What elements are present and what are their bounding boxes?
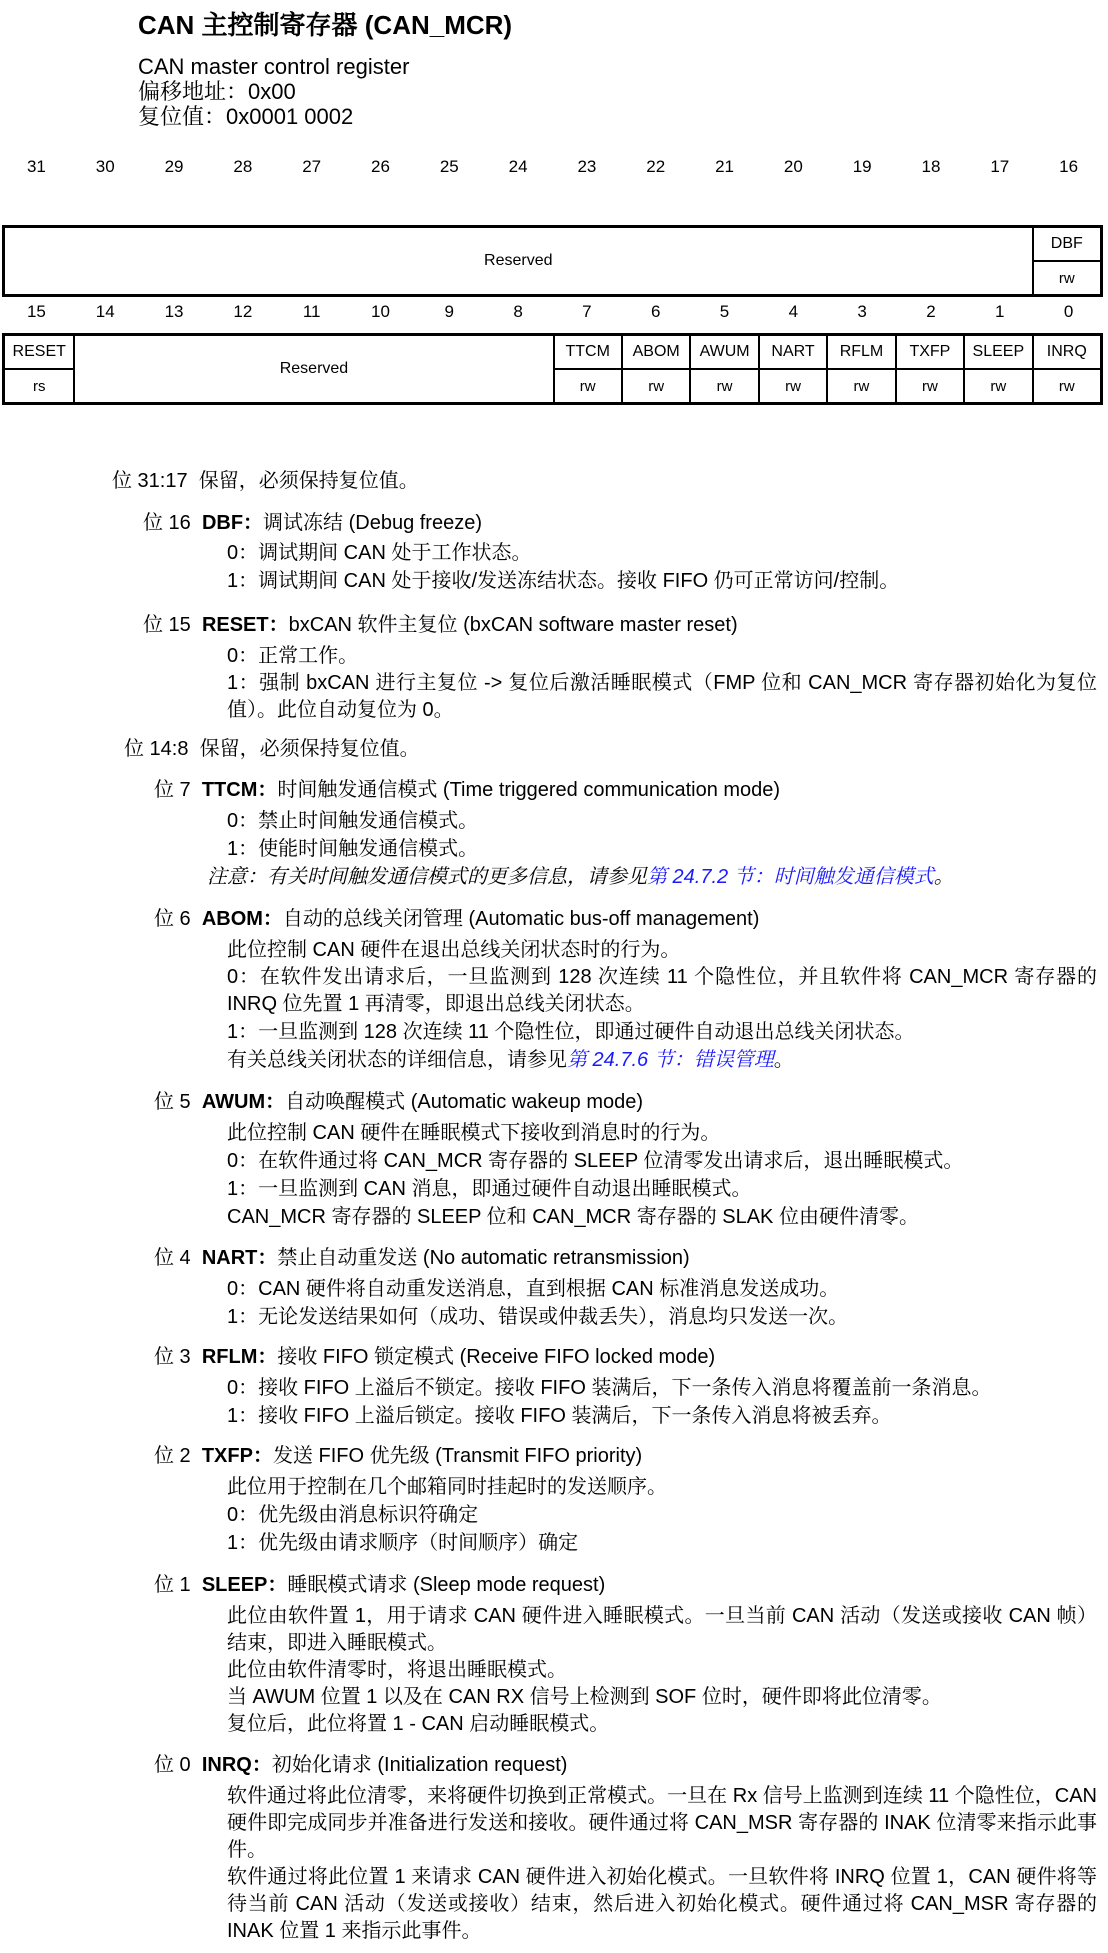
- bit-6-ref: [227, 1047, 794, 1073]
- bit-name: NART: [201, 1247, 258, 1269]
- bit-7-value-1: 1：使能时间触发通信模式。: [227, 838, 479, 860]
- bit-name: ABOM: [201, 908, 263, 930]
- bit-name: DBF: [201, 512, 244, 534]
- separator: ：: [265, 1091, 286, 1113]
- bit-desc-15-heading: [143, 612, 738, 638]
- bit-desc-1-heading: [154, 1572, 605, 1598]
- bit-text: 调试冻结 (Debug freeze): [263, 512, 483, 534]
- separator: ：: [257, 1346, 278, 1368]
- lower-bit-numbers: [2, 302, 1103, 322]
- bit-number: 5: [719, 302, 730, 321]
- bit-16-value-0: 0：调试期间 CAN 处于工作状态。: [227, 542, 532, 564]
- bit-number: 10: [371, 302, 390, 321]
- bit-number: 12: [233, 302, 253, 321]
- bit-number: 18: [921, 157, 941, 176]
- bit-number: 0: [1063, 302, 1074, 321]
- separator: ：: [257, 1247, 278, 1269]
- bit-label: 位 5: [154, 1091, 191, 1113]
- bit-name: INRQ: [201, 1754, 252, 1776]
- bit-number: 26: [371, 157, 390, 176]
- field-access: rw: [648, 377, 665, 395]
- ref-text: 。: [773, 1049, 794, 1071]
- bit-2-line-0: 此位用于控制在几个邮箱同时挂起时的发送顺序。: [227, 1476, 667, 1498]
- field-access: rw: [990, 377, 1007, 395]
- bit-name: SLEEP: [201, 1574, 268, 1596]
- bit-1-line-2: 当 AWUM 位置 1 以及在 CAN RX 信号上检测到 SOF 位时，硬件即将此位清零。: [227, 1686, 942, 1708]
- bit-number: 14: [95, 302, 115, 321]
- bit-label: 位 14:8: [124, 738, 189, 760]
- bit-name: RFLM: [201, 1346, 258, 1368]
- field-awum: [689, 336, 757, 402]
- field-name: DBF: [1034, 228, 1100, 262]
- field-access: rw: [853, 377, 870, 395]
- bit-label: 位 7: [154, 779, 191, 801]
- bit-number: 6: [650, 302, 661, 321]
- page-subtitle: CAN master control register: [138, 54, 410, 79]
- register-lower-row: [2, 333, 1103, 405]
- bit-4-value-0: 0：CAN 硬件将自动重发送消息，直到根据 CAN 标准消息发送成功。: [227, 1278, 840, 1300]
- field-name: INRQ: [1034, 336, 1100, 370]
- bit-5-line-3: CAN_MCR 寄存器的 SLEEP 位和 CAN_MCR 寄存器的 SLAK 位由硬件清零。: [227, 1206, 919, 1228]
- bit-desc-14-8: [124, 736, 420, 762]
- field-name: RESET: [5, 336, 73, 370]
- bit-text: 禁止自动重发送 (No automatic retransmission): [277, 1247, 690, 1269]
- field-ttcm: [553, 336, 621, 402]
- reserved-field-14-8: Reserved: [73, 336, 552, 402]
- bit-desc-2-heading: [154, 1443, 642, 1469]
- bit-2-value-0: 0：优先级由消息标识符确定: [227, 1504, 479, 1526]
- section-link-24-7-2[interactable]: 第 24.7.2 节：时间触发通信模式: [647, 866, 934, 888]
- ref-text: 有关总线关闭状态的详细信息，请参见: [227, 1049, 567, 1071]
- bit-number: 4: [788, 302, 799, 321]
- separator: ：: [243, 512, 264, 534]
- field-name: TXFP: [897, 336, 963, 370]
- field-access: rw: [1058, 269, 1075, 287]
- bit-number: 29: [164, 157, 184, 176]
- bit-text: 睡眠模式请求 (Sleep mode request): [287, 1574, 606, 1596]
- bit-0-line-0: 软件通过将此位清零，来将硬件切换到正常模式。一旦在 Rx 信号上监测到连续 11 个隐性位，CAN 硬件即完成同步并准备进行发送和接收。硬件通过将 CAN_MSR 寄存器的 INAK 位清零来指示此事件。: [227, 1785, 1097, 1861]
- field-name: SLEEP: [965, 336, 1031, 370]
- bit-number: 2: [926, 302, 936, 321]
- bit-desc-3-heading: [154, 1344, 715, 1370]
- bit-text: 保留，必须保持复位值。: [198, 470, 419, 492]
- bit-desc-16-heading: [143, 510, 482, 536]
- note-text: 。: [933, 866, 954, 888]
- bit-number: 11: [302, 302, 321, 321]
- bit-name: TXFP: [201, 1445, 253, 1467]
- field-sleep: [963, 336, 1031, 402]
- field-access: rw: [716, 377, 733, 395]
- bit-name: AWUM: [201, 1091, 266, 1113]
- field-name: TTCM: [555, 336, 621, 370]
- bit-label: 位 4: [154, 1247, 191, 1269]
- bit-number: 1: [995, 302, 1005, 321]
- bit-text: 保留，必须保持复位值。: [199, 738, 420, 760]
- bit-number: 20: [783, 157, 803, 176]
- register-upper-row: [2, 225, 1103, 297]
- upper-bit-numbers: [2, 157, 1103, 177]
- separator: ：: [262, 908, 283, 930]
- bit-number: 21: [715, 157, 734, 176]
- bit-number: 27: [302, 157, 322, 176]
- bit-name: TTCM: [201, 779, 258, 801]
- separator: ：: [257, 779, 278, 801]
- offset-address: 偏移地址：0x00: [138, 79, 296, 104]
- bit-3-value-0: 0：接收 FIFO 上溢后不锁定。接收 FIFO 装满后，下一条传入消息将覆盖前一条消息。: [227, 1377, 992, 1399]
- bit-number: 16: [1059, 157, 1079, 176]
- bit-number: 8: [513, 302, 523, 321]
- bit-number: 3: [857, 302, 867, 321]
- bit-desc-7-heading: [154, 777, 780, 803]
- bit-label: 位 0: [154, 1754, 191, 1776]
- bit-1-line-3: 复位后，此位将置 1 - CAN 启动睡眠模式。: [227, 1713, 610, 1735]
- bit-number: 31: [26, 157, 46, 176]
- field-access: rw: [1058, 377, 1075, 395]
- field-name: ABOM: [623, 336, 689, 370]
- bit-3-value-1: 1：接收 FIFO 上溢后锁定。接收 FIFO 装满后，下一条传入消息将被丢弃。: [227, 1405, 892, 1427]
- page-title: CAN 主控制寄存器 (CAN_MCR): [138, 10, 513, 40]
- bit-5-value-1: 1：一旦监测到 CAN 消息，即通过硬件自动退出睡眠模式。: [227, 1178, 752, 1200]
- bit-text: 自动的总线关闭管理 (Automatic bus-off management): [282, 908, 760, 930]
- field-nart: [758, 336, 826, 402]
- bit-number: 19: [852, 157, 872, 176]
- separator: ：: [251, 1754, 272, 1776]
- section-link-24-7-6[interactable]: 第 24.7.6 节：错误管理: [567, 1049, 774, 1071]
- bit-label: 位 3: [154, 1346, 191, 1368]
- field-name: NART: [760, 336, 826, 370]
- bit-number: 23: [577, 157, 597, 176]
- bit-desc-31-17: [112, 468, 419, 494]
- separator: ：: [252, 1445, 273, 1467]
- bit-desc-5-heading: [154, 1089, 643, 1115]
- bit-text: 接收 FIFO 锁定模式 (Receive FIFO locked mode): [277, 1346, 716, 1368]
- bit-label: 位 31:17: [112, 470, 188, 492]
- field-access: rw: [579, 377, 596, 395]
- bit-number: 9: [444, 302, 455, 321]
- field-access: rw: [921, 377, 938, 395]
- bit-15-value-0: 0：正常工作。: [227, 645, 359, 667]
- bit-number: 13: [164, 302, 184, 321]
- bit-4-value-1: 1：无论发送结果如何（成功、错误或仲裁丢失），消息均只发送一次。: [227, 1306, 849, 1328]
- field-reset: [5, 336, 73, 402]
- bit-label: 位 15: [143, 614, 191, 636]
- bit-6-value-1: 1：一旦监测到 128 次连续 11 个隐性位，即通过硬件自动退出总线关闭状态。: [227, 1021, 915, 1043]
- field-abom: [621, 336, 689, 402]
- bit-6-value-0: 0：在软件发出请求后，一旦监测到 128 次连续 11 个隐性位，并且软件将 CAN_MCR 寄存器的 INRQ 位先置 1 再清零，即退出总线关闭状态。: [227, 966, 1097, 1015]
- bit-desc-4-heading: [154, 1245, 690, 1271]
- bit-label: 位 6: [154, 908, 191, 930]
- bit-6-line-0: 此位控制 CAN 硬件在退出总线关闭状态时的行为。: [227, 939, 681, 961]
- bit-number: 15: [26, 302, 46, 321]
- bit-number: 28: [233, 157, 253, 176]
- field-dbf: [1032, 228, 1100, 294]
- bit-number: 7: [582, 302, 592, 321]
- bit-text: 时间触发通信模式 (Time triggered communication mode): [277, 779, 781, 801]
- bit-text: 自动唤醒模式 (Automatic wakeup mode): [285, 1091, 644, 1113]
- reset-value: 复位值：0x0001 0002: [138, 104, 354, 129]
- bit-16-value-1: 1：调试期间 CAN 处于接收/发送冻结状态。接收 FIFO 仍可正常访问/控制。: [227, 570, 900, 592]
- field-name: RFLM: [828, 336, 894, 370]
- bit-5-line-0: 此位控制 CAN 硬件在睡眠模式下接收到消息时的行为。: [227, 1122, 721, 1144]
- bit-desc-6-heading: [154, 906, 759, 932]
- field-txfp: [895, 336, 963, 402]
- bit-15-value-1: 1：强制 bxCAN 进行主复位 -> 复位后激活睡眠模式（FMP 位和 CAN_MCR 寄存器初始化为复位值）。此位自动复位为 0。: [227, 672, 1097, 721]
- bit-5-value-0: 0：在软件通过将 CAN_MCR 寄存器的 SLEEP 位清零发出请求后，退出睡眠模式。: [227, 1150, 964, 1172]
- bit-7-value-0: 0：禁止时间触发通信模式。: [227, 810, 479, 832]
- bit-1-line-1: 此位由软件清零时，将退出睡眠模式。: [227, 1659, 567, 1681]
- bit-label: 位 16: [143, 512, 191, 534]
- note-text: 注意：有关时间触发通信模式的更多信息，请参见: [207, 866, 647, 888]
- separator: ：: [267, 1574, 288, 1596]
- bit-label: 位 1: [154, 1574, 191, 1596]
- bit-1-line-0: 此位由软件置 1，用于请求 CAN 硬件进入睡眠模式。一旦当前 CAN 活动（发送或接收 CAN 帧）结束，即进入睡眠模式。: [227, 1605, 1097, 1654]
- field-rflm: [826, 336, 894, 402]
- bit-label: 位 2: [154, 1445, 191, 1467]
- bit-2-value-1: 1：优先级由请求顺序（时间顺序）确定: [227, 1532, 579, 1554]
- field-access: rw: [785, 377, 801, 395]
- bit-name: RESET: [201, 614, 269, 636]
- bit-7-note: [207, 864, 954, 890]
- reserved-field-31-17: Reserved: [484, 252, 553, 269]
- field-inrq: [1032, 336, 1100, 402]
- bit-number: 25: [439, 157, 459, 176]
- bit-number: 17: [990, 157, 1010, 176]
- bit-number: 24: [508, 157, 528, 176]
- separator: ：: [268, 614, 289, 636]
- bit-text: bxCAN 软件主复位 (bxCAN software master reset): [288, 614, 738, 636]
- bit-text: 初始化请求 (Initialization request): [271, 1754, 568, 1776]
- bit-desc-0-heading: [154, 1752, 567, 1778]
- field-access: rs: [32, 377, 46, 395]
- bit-0-line-1: 软件通过将此位置 1 来请求 CAN 硬件进入初始化模式。一旦软件将 INRQ 位置 1，CAN 硬件将等待当前 CAN 活动（发送或接收）结束，然后进入初始化模式。硬件通过将 CAN_MSR 寄存器的 INAK 位置 1 来指示此事件。: [227, 1866, 1097, 1942]
- bit-text: 发送 FIFO 优先级 (Transmit FIFO priority): [272, 1445, 643, 1467]
- field-name: AWUM: [691, 336, 757, 370]
- bit-number: 22: [646, 157, 666, 176]
- bit-number: 30: [95, 157, 115, 176]
